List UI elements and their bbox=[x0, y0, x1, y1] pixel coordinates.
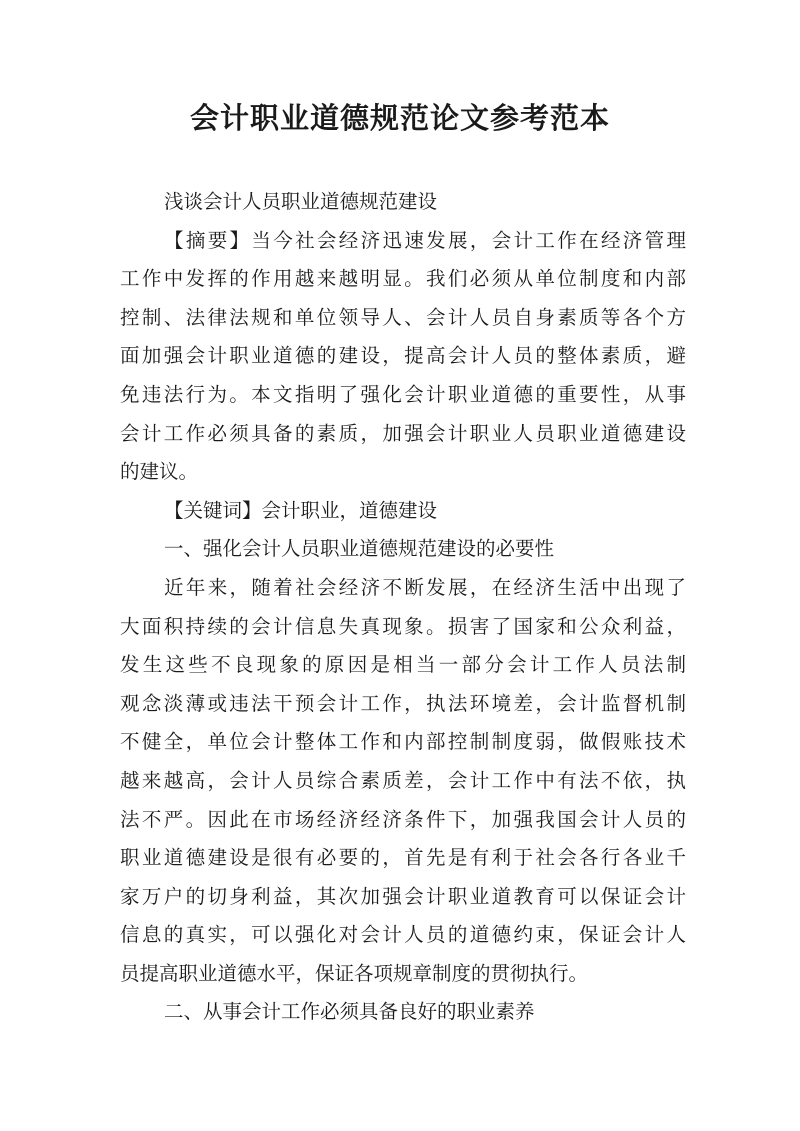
body-line: 职业道德建设是很有必要的，首先是有利于社会各行各业千 bbox=[120, 846, 686, 870]
body-line: 【关键词】会计职业，道德建设 bbox=[164, 498, 438, 522]
body-line: 不健全，单位会计整体工作和内部控制制度弱，做假账技术 bbox=[120, 730, 686, 754]
document-title: 会计职业道德规范论文参考范本 bbox=[189, 101, 610, 135]
body-line: 的建议。 bbox=[120, 460, 199, 484]
body-line: 会计工作必须具备的素质，加强会计职业人员职业道德建设 bbox=[120, 421, 686, 445]
document-body bbox=[120, 183, 686, 1032]
body-line: 控制、法律法规和单位领导人、会计人员自身素质等各个方 bbox=[120, 305, 686, 329]
body-line: 家万户的切身利益，其次加强会计职业道教育可以保证会计 bbox=[120, 884, 686, 908]
body-line: 面加强会计职业道德的建设，提高会计人员的整体素质，避 bbox=[120, 344, 686, 368]
body-line: 法不严。因此在市场经济经济条件下，加强我国会计人员的 bbox=[120, 807, 686, 831]
body-line: 二、从事会计工作必须具备良好的职业素养 bbox=[164, 1000, 535, 1024]
body-line: 越来越高，会计人员综合素质差，会计工作中有法不依，执 bbox=[120, 768, 686, 792]
body-line: 浅谈会计人员职业道德规范建设 bbox=[164, 190, 438, 213]
body-line: 【摘要】当今社会经济迅速发展，会计工作在经济管理 bbox=[164, 228, 686, 252]
body-line: 信息的真实，可以强化对会计人员的道德约束，保证会计人 bbox=[120, 923, 686, 947]
body-line: 员提高职业道德水平，保证各项规章制度的贯彻执行。 bbox=[120, 961, 589, 985]
body-line: 大面积持续的会计信息失真现象。损害了国家和公众利益， bbox=[120, 614, 686, 638]
body-line: 观念淡薄或违法干预会计工作，执法环境差，会计监督机制 bbox=[120, 691, 686, 715]
body-line: 一、强化会计人员职业道德规范建设的必要性 bbox=[164, 537, 555, 561]
body-line: 免违法行为。本文指明了强化会计职业道德的重要性，从事 bbox=[120, 382, 686, 406]
body-line: 近年来，随着社会经济不断发展，在经济生活中出现了 bbox=[164, 575, 686, 599]
body-line: 发生这些不良现象的原因是相当一部分会计工作人员法制 bbox=[120, 653, 686, 677]
body-line: 工作中发挥的作用越来越明显。我们必须从单位制度和内部 bbox=[120, 267, 686, 291]
